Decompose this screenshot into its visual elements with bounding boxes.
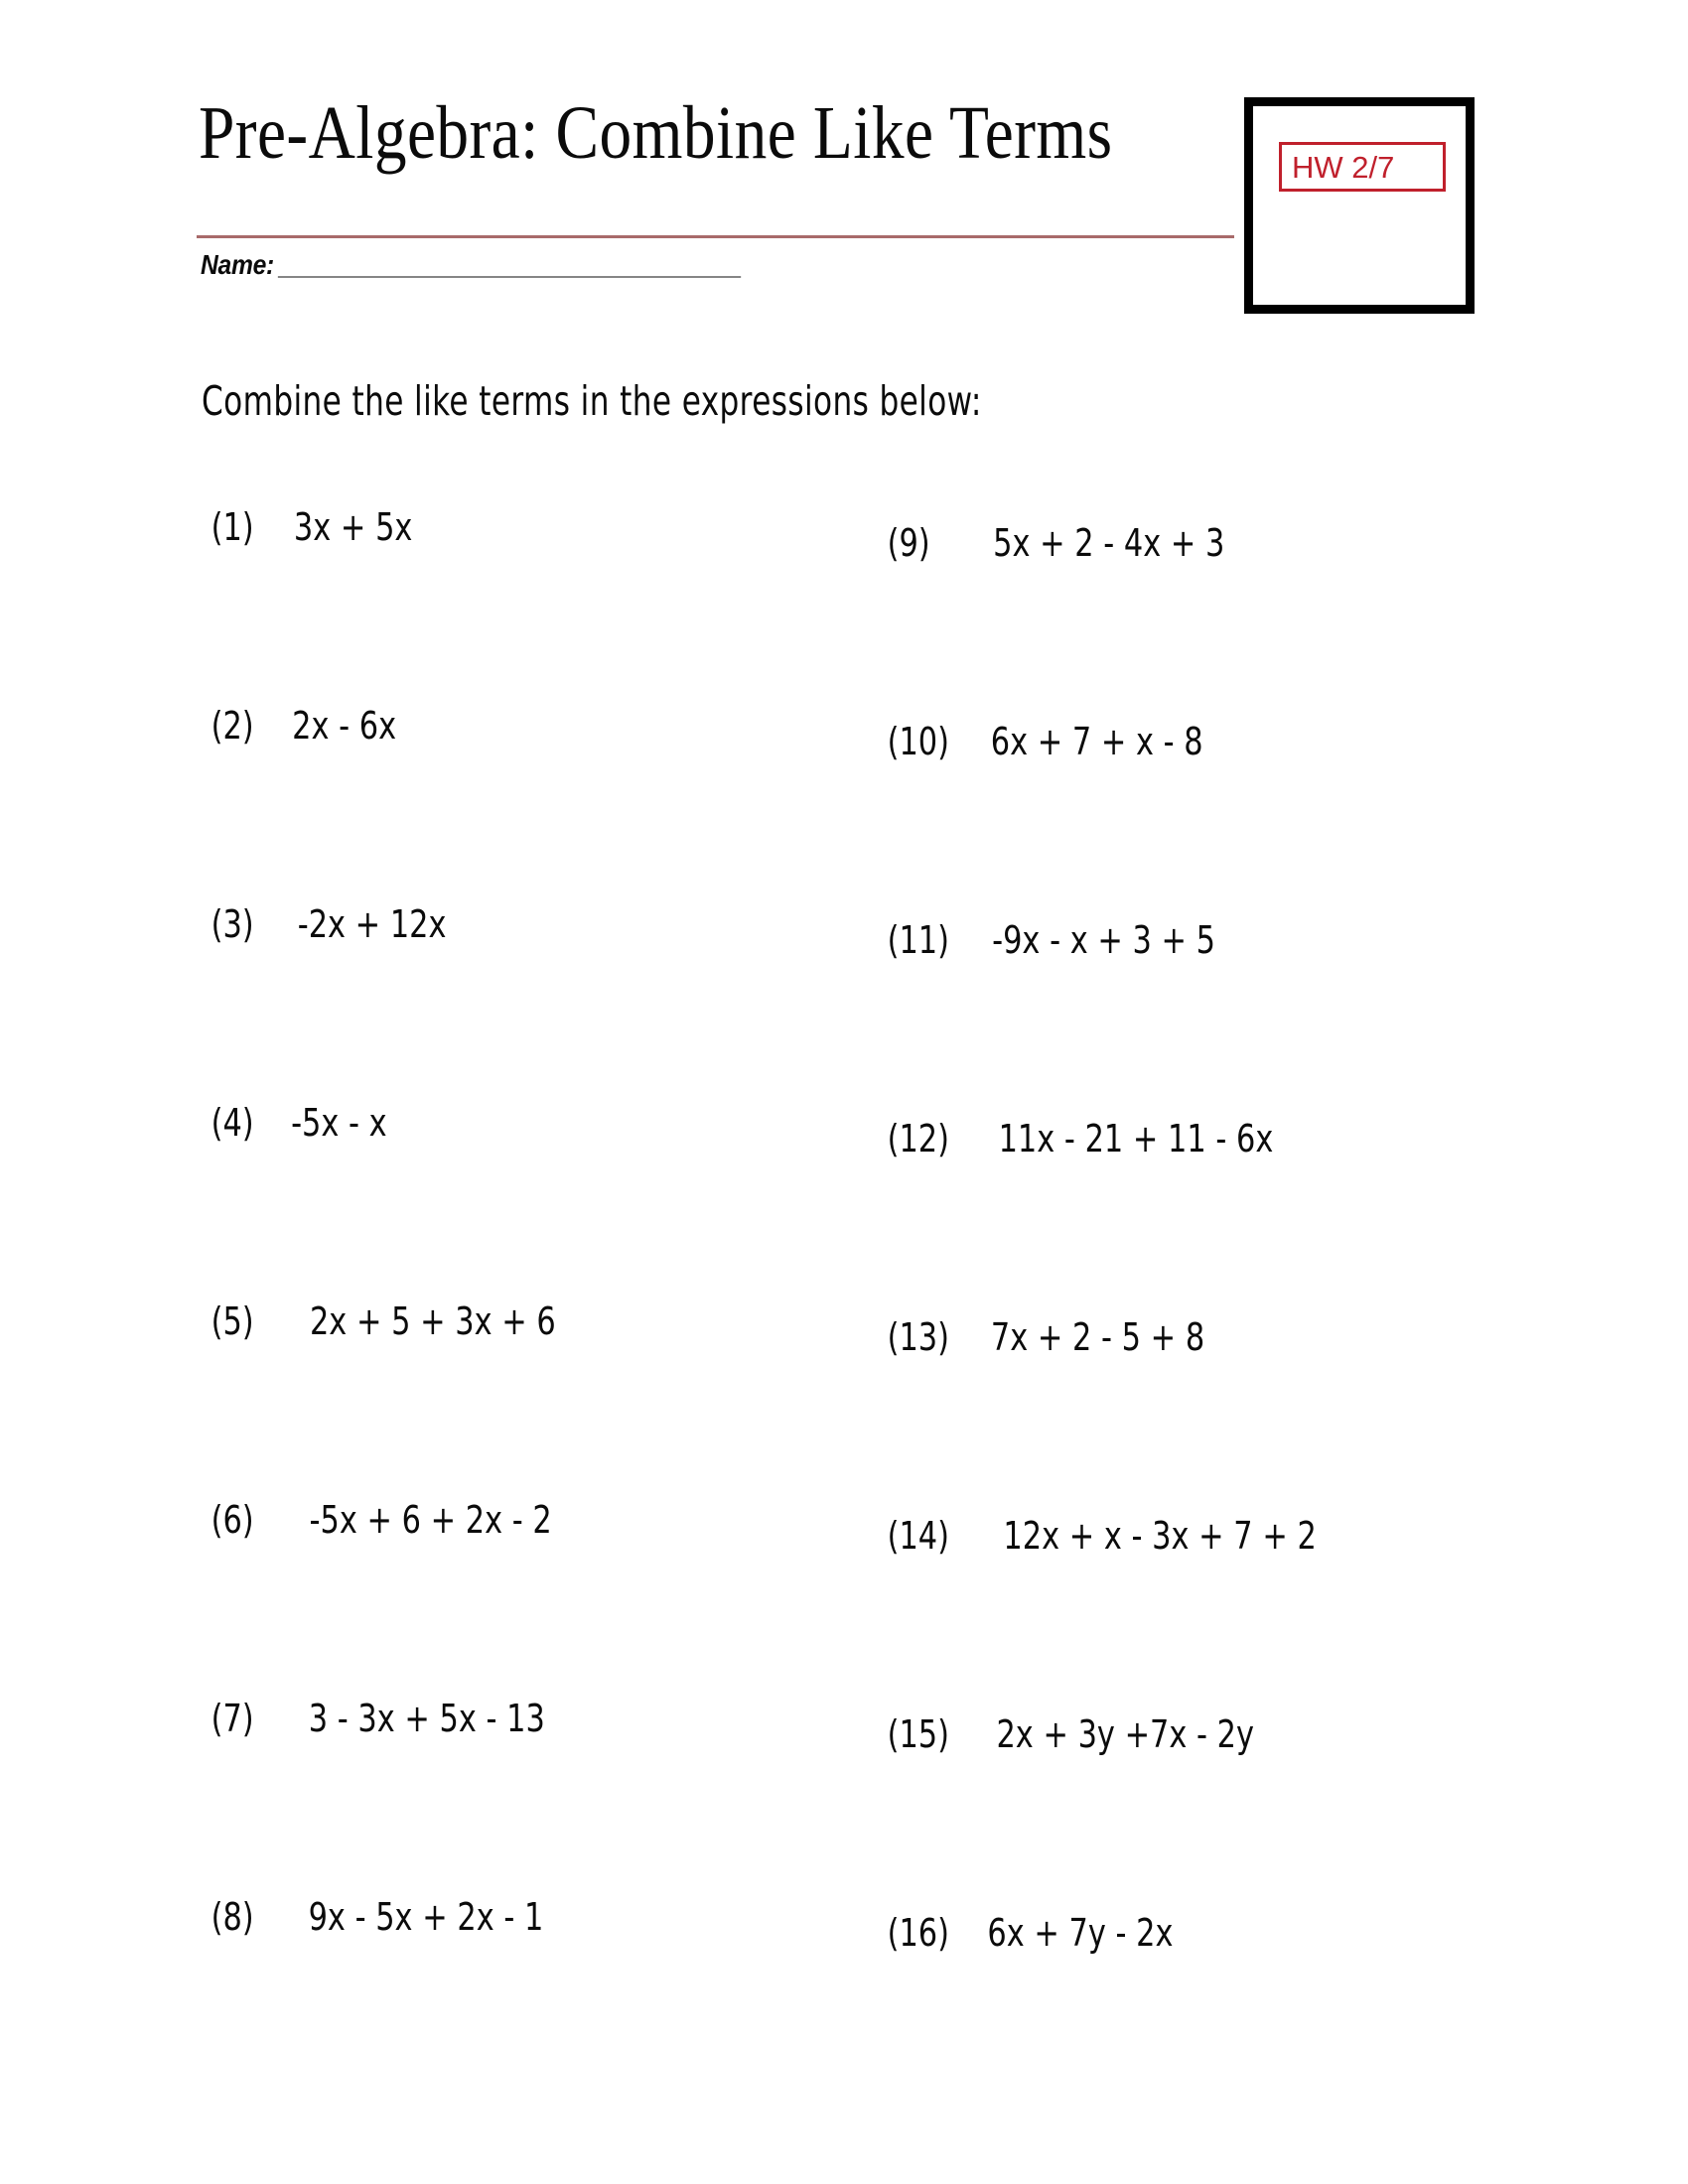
problem-expression: -9x - x + 3 + 5 <box>992 918 1215 962</box>
problem-expression: -5x + 6 + 2x - 2 <box>309 1498 552 1542</box>
problem-number: (9) <box>887 521 930 565</box>
problem-expression: 11x - 21 + 11 - 6x <box>998 1117 1274 1160</box>
name-label: Name: <box>201 249 275 280</box>
problem-item <box>204 703 409 749</box>
problem-expression: 5x + 2 - 4x + 3 <box>993 521 1225 565</box>
homework-tag-label: HW 2/7 <box>1292 149 1395 185</box>
problem-item <box>879 1116 1308 1161</box>
problem-number: (4) <box>211 1101 254 1145</box>
problem-number: (2) <box>211 704 254 748</box>
problem-item <box>204 1100 399 1146</box>
problem-number: (10) <box>887 720 950 763</box>
problem-item <box>879 917 1243 963</box>
problem-item <box>879 1513 1355 1559</box>
problem-expression: 2x + 3y +7x - 2y <box>996 1712 1255 1756</box>
problem-expression: 7x + 2 - 5 + 8 <box>990 1315 1205 1359</box>
problem-item <box>204 1894 573 1940</box>
problem-number: (6) <box>211 1498 254 1542</box>
problem-number: (1) <box>211 505 254 549</box>
problem-expression: 2x + 5 + 3x + 6 <box>309 1299 556 1343</box>
problem-number: (12) <box>887 1117 950 1160</box>
problem-expression: 3 - 3x + 5x - 13 <box>308 1697 545 1740</box>
problem-item <box>204 504 427 550</box>
problem-item <box>879 1711 1286 1757</box>
page-title: Pre-Algebra: Combine Like Terms <box>199 91 1113 175</box>
problem-expression: 2x - 6x <box>292 704 397 748</box>
problem-expression: 6x + 7y - 2x <box>987 1911 1174 1955</box>
problem-item <box>879 719 1229 764</box>
instruction-text: Combine the like terms in the expressions below: <box>202 377 982 425</box>
problem-item <box>204 1696 575 1741</box>
problem-item <box>204 1298 587 1344</box>
problem-number: (7) <box>211 1697 254 1740</box>
problem-expression: 6x + 7 + x - 8 <box>990 720 1203 763</box>
problem-item <box>879 1314 1231 1360</box>
problem-item <box>879 520 1254 566</box>
problem-expression: 3x + 5x <box>293 505 413 549</box>
problem-expression: 12x + x - 3x + 7 + 2 <box>1003 1514 1317 1558</box>
problem-number: (14) <box>887 1514 950 1558</box>
problem-number: (3) <box>211 902 254 946</box>
problem-expression: -5x - x <box>291 1101 387 1145</box>
problem-expression: -2x + 12x <box>297 902 447 946</box>
problem-item <box>204 901 465 947</box>
problem-number: (8) <box>211 1895 254 1939</box>
problem-number: (11) <box>887 918 950 962</box>
problem-item <box>879 1910 1196 1956</box>
name-blank-line[interactable]: _________________________________ <box>278 249 740 280</box>
problem-item <box>204 1497 582 1543</box>
problem-number: (5) <box>211 1299 254 1343</box>
problem-number: (13) <box>887 1315 950 1359</box>
problem-number: (16) <box>887 1911 950 1955</box>
problem-expression: 9x - 5x + 2x - 1 <box>308 1895 544 1939</box>
problem-number: (15) <box>887 1712 950 1756</box>
